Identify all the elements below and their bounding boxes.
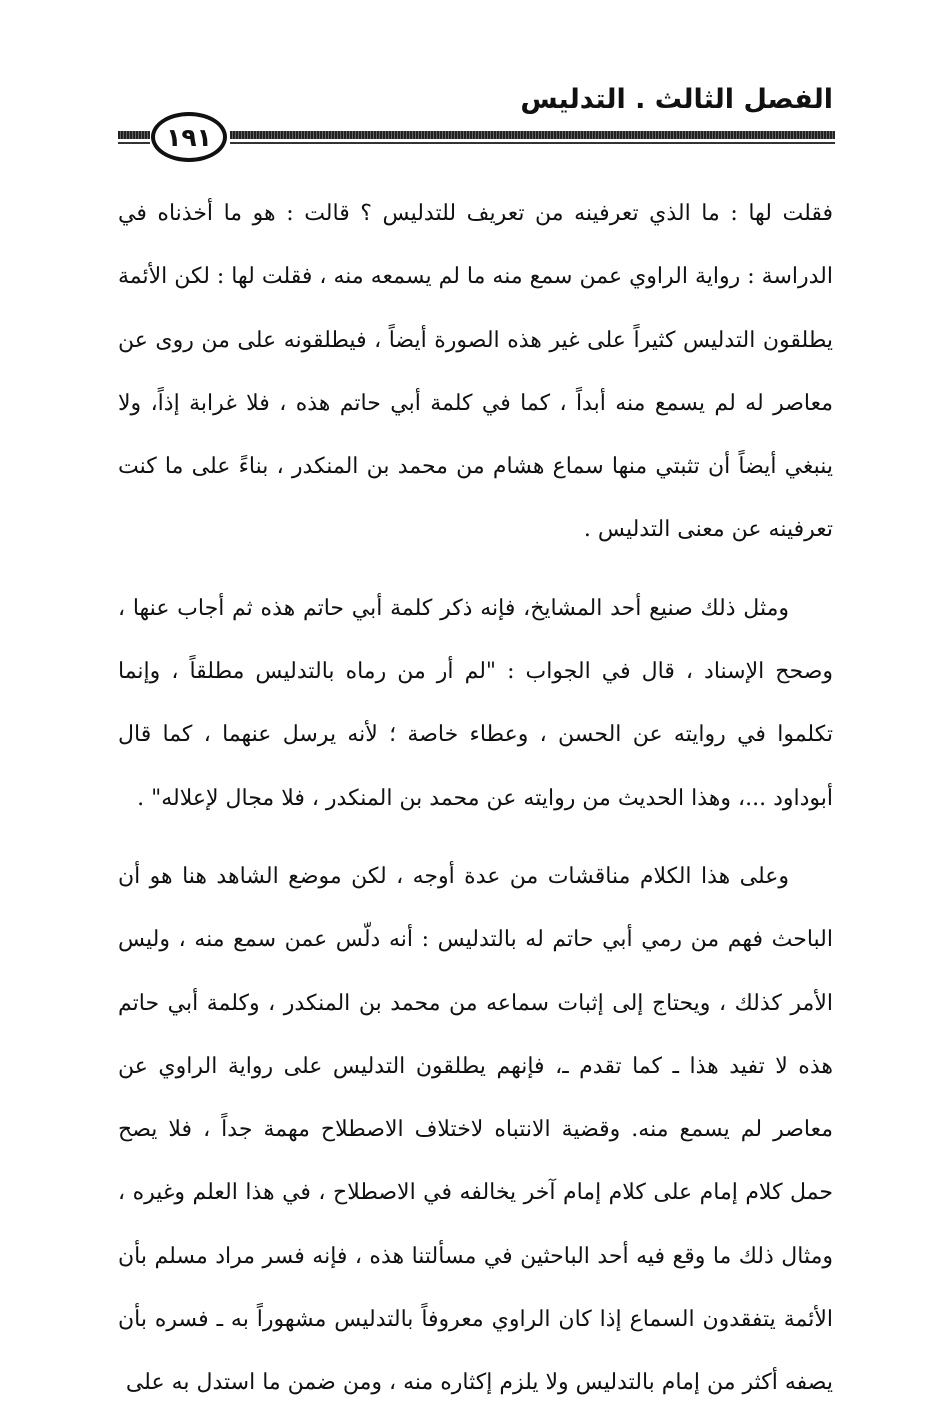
header-rule-thin — [230, 142, 835, 144]
paragraph-1: فقلت لها : ما الذي تعرفينه من تعريف للتدليس ؟ قالت : هو ما أخذناه في الدراسة : رواية الراوي عمن سمع منه ما لم يسمعه منه ، فقلت لها : لكن الأئمة يطلقون التدليس كثيراً على غير هذه الصورة أيضاً ، فيطلقونه على من روى عن معاصر له لم يسمع منه أبداً ، كما في كلمة أبي حاتم هذه ، فلا غرابة إذاً، ولا ينبغي أيضاً أن تثبتي منها سماع هشام من محمد بن المنكدر ، بناءً على ما كنت تعرفينه عن معنى التدليس . — [118, 201, 833, 543]
page-number: ١٩١ — [151, 112, 227, 162]
header-rule-thick — [230, 131, 835, 139]
header-rule-left-thin — [118, 142, 150, 144]
paragraph-2: ومثل ذلك صنيع أحد المشايخ، فإنه ذكر كلمة أبي حاتم هذه ثم أجاب عنها ، وصحح الإسناد ، قال في الجواب : "لم أر من رماه بالتدليس مطلقاً ، وإنما تكلموا في روايته عن الحسن ، وعطاء خاصة ؛ لأنه يرسل عنهما ، كما قال أبوداود ...، وهذا الحديث من روايته عن محمد بن المنكدر ، فلا مجال لإعلاله" . — [118, 595, 833, 811]
paragraph-3: وعلى هذا الكلام مناقشات من عدة أوجه ، لكن موضع الشاهد هنا هو أن الباحث فهم من رمي أبي حاتم له بالتدليس : أنه دلّس عمن سمع منه ، وليس الأمر كذلك ، ويحتاج إلى إثبات سماعه من محمد بن المنكدر ، وكلمة أبي حاتم هذه لا تفيد هذا ـ كما تقدم ـ، فإنهم يطلقون التدليس على رواية الراوي عن معاصر لم يسمع منه. وقضية الانتباه لاختلاف الاصطلاح مهمة جداً ، فلا يصح حمل كلام إمام على كلام إمام آخر يخالفه في الاصطلاح ، في هذا العلم وغيره ، ومثال ذلك ما وقع فيه أحد الباحثين في مسألتنا هذه ، فإنه فسر مراد مسلم بأن الأئمة يتفقدون السماع إذا كان الراوي معروفاً بالتدليس مشهوراً به ـ فسره بأن يصفه أكثر من إمام بالتدليس ولا يلزم إكثاره منه ، ومن ضمن ما استدل به على — [118, 863, 833, 1396]
chapter-title: الفصل الثالث . التدليس — [520, 84, 833, 115]
header-rule-left-thick — [118, 131, 150, 139]
body-text — [118, 182, 833, 1415]
